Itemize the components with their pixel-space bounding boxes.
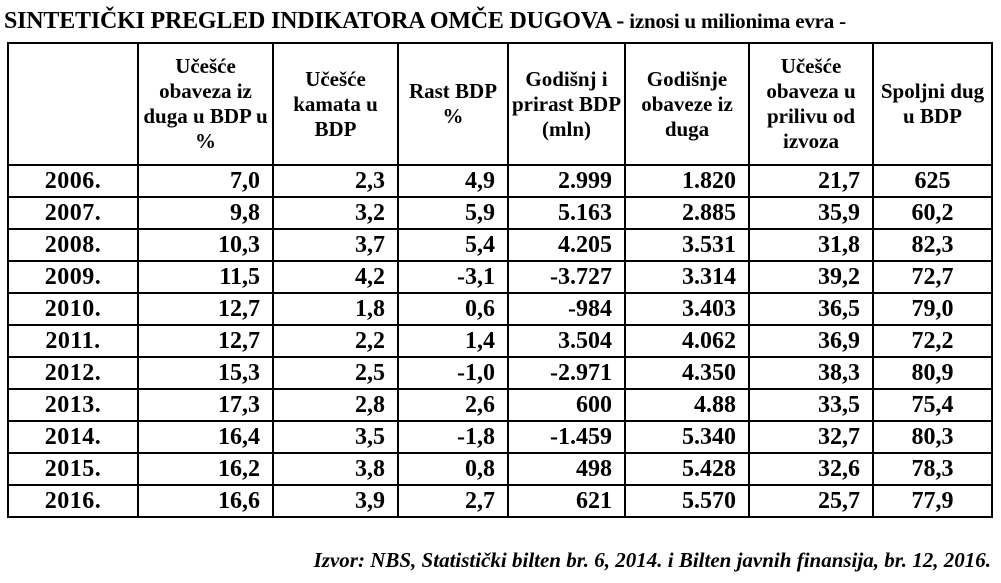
cell-interest-gdp: 2,3 <box>273 165 398 197</box>
cell-gdp-increase: -3.727 <box>508 261 625 293</box>
cell-annual-debt-obligations: 4.350 <box>625 357 749 389</box>
header-debt-obligations-gdp: Učešće obaveza iz duga u BDP u % <box>138 43 273 165</box>
cell-gdp-growth: 2,6 <box>398 389 508 421</box>
header-obligations-export-share: Učešće obaveza u prilivu od izvoza <box>749 43 873 165</box>
cell-gdp-increase: -984 <box>508 293 625 325</box>
table-row <box>8 229 992 261</box>
cell-year: 2010. <box>8 293 138 325</box>
cell-gdp-increase: 498 <box>508 453 625 485</box>
cell-annual-debt-obligations: 5.428 <box>625 453 749 485</box>
table-row <box>8 325 992 357</box>
table-row <box>8 485 992 517</box>
cell-debt-obligations-gdp: 10,3 <box>138 229 273 261</box>
cell-interest-gdp: 2,8 <box>273 389 398 421</box>
table-row <box>8 421 992 453</box>
cell-year: 2014. <box>8 421 138 453</box>
cell-debt-obligations-gdp: 12,7 <box>138 293 273 325</box>
cell-obligations-export-share: 39,2 <box>749 261 873 293</box>
cell-external-debt-gdp: 80,3 <box>873 421 992 453</box>
cell-obligations-export-share: 31,8 <box>749 229 873 261</box>
cell-annual-debt-obligations: 3.531 <box>625 229 749 261</box>
cell-interest-gdp: 2,5 <box>273 357 398 389</box>
cell-gdp-growth: -1,8 <box>398 421 508 453</box>
cell-year: 2007. <box>8 197 138 229</box>
cell-obligations-export-share: 35,9 <box>749 197 873 229</box>
cell-gdp-growth: 1,4 <box>398 325 508 357</box>
cell-obligations-export-share: 25,7 <box>749 485 873 517</box>
title-main: SINTETIČKI PREGLED INDIKATORA OMČE DUGOVA - <box>4 8 625 34</box>
cell-interest-gdp: 3,5 <box>273 421 398 453</box>
cell-external-debt-gdp: 80,9 <box>873 357 992 389</box>
source-note: Izvor: NBS, Statistički bilten br. 6, 2014. i Bilten javnih finansija, br. 12, 2016. <box>313 548 991 572</box>
cell-obligations-export-share: 38,3 <box>749 357 873 389</box>
header-year <box>8 43 138 165</box>
cell-external-debt-gdp: 75,4 <box>873 389 992 421</box>
header-annual-debt-obligations: Godišnje obaveze iz duga <box>625 43 749 165</box>
cell-annual-debt-obligations: 4.88 <box>625 389 749 421</box>
cell-external-debt-gdp: 60,2 <box>873 197 992 229</box>
cell-obligations-export-share: 33,5 <box>749 389 873 421</box>
cell-gdp-growth: 4,9 <box>398 165 508 197</box>
cell-gdp-increase: 2.999 <box>508 165 625 197</box>
cell-year: 2006. <box>8 165 138 197</box>
cell-debt-obligations-gdp: 7,0 <box>138 165 273 197</box>
cell-annual-debt-obligations: 5.340 <box>625 421 749 453</box>
title-subtitle: iznosi u milionima evra - <box>624 9 846 33</box>
cell-annual-debt-obligations: 3.314 <box>625 261 749 293</box>
cell-external-debt-gdp: 77,9 <box>873 485 992 517</box>
cell-interest-gdp: 3,2 <box>273 197 398 229</box>
cell-year: 2016. <box>8 485 138 517</box>
cell-gdp-increase: -2.971 <box>508 357 625 389</box>
table-body <box>8 165 992 517</box>
cell-annual-debt-obligations: 1.820 <box>625 165 749 197</box>
cell-gdp-growth: 5,4 <box>398 229 508 261</box>
cell-gdp-increase: 600 <box>508 389 625 421</box>
cell-gdp-increase: 5.163 <box>508 197 625 229</box>
cell-interest-gdp: 3,8 <box>273 453 398 485</box>
cell-gdp-growth: 2,7 <box>398 485 508 517</box>
table-row <box>8 453 992 485</box>
cell-year: 2009. <box>8 261 138 293</box>
cell-external-debt-gdp: 82,3 <box>873 229 992 261</box>
cell-annual-debt-obligations: 5.570 <box>625 485 749 517</box>
header-interest-gdp: Učešće kamata u BDP <box>273 43 398 165</box>
cell-debt-obligations-gdp: 9,8 <box>138 197 273 229</box>
cell-gdp-growth: -3,1 <box>398 261 508 293</box>
cell-gdp-growth: -1,0 <box>398 357 508 389</box>
cell-obligations-export-share: 36,5 <box>749 293 873 325</box>
cell-year: 2008. <box>8 229 138 261</box>
cell-year: 2012. <box>8 357 138 389</box>
table-row <box>8 357 992 389</box>
cell-gdp-increase: -1.459 <box>508 421 625 453</box>
cell-obligations-export-share: 32,6 <box>749 453 873 485</box>
header-gdp-growth: Rast BDP % <box>398 43 508 165</box>
table-row <box>8 197 992 229</box>
cell-gdp-growth: 0,6 <box>398 293 508 325</box>
table-title <box>4 2 997 40</box>
table-row <box>8 293 992 325</box>
cell-interest-gdp: 2,2 <box>273 325 398 357</box>
cell-debt-obligations-gdp: 16,4 <box>138 421 273 453</box>
cell-debt-obligations-gdp: 17,3 <box>138 389 273 421</box>
cell-year: 2015. <box>8 453 138 485</box>
header-external-debt-gdp: Spoljni dug u BDP <box>873 43 992 165</box>
cell-debt-obligations-gdp: 15,3 <box>138 357 273 389</box>
cell-obligations-export-share: 36,9 <box>749 325 873 357</box>
cell-gdp-increase: 621 <box>508 485 625 517</box>
header-gdp-increase: Godišnj i prirast BDP (mln) <box>508 43 625 165</box>
cell-external-debt-gdp: 79,0 <box>873 293 992 325</box>
cell-external-debt-gdp: 625 <box>873 165 992 197</box>
cell-debt-obligations-gdp: 12,7 <box>138 325 273 357</box>
cell-annual-debt-obligations: 4.062 <box>625 325 749 357</box>
cell-year: 2011. <box>8 325 138 357</box>
cell-annual-debt-obligations: 2.885 <box>625 197 749 229</box>
cell-interest-gdp: 4,2 <box>273 261 398 293</box>
cell-external-debt-gdp: 72,7 <box>873 261 992 293</box>
table-row <box>8 165 992 197</box>
header-row <box>8 43 992 165</box>
cell-gdp-increase: 3.504 <box>508 325 625 357</box>
cell-gdp-increase: 4.205 <box>508 229 625 261</box>
cell-debt-obligations-gdp: 16,6 <box>138 485 273 517</box>
table-row <box>8 261 992 293</box>
debt-indicators-table <box>7 42 993 518</box>
cell-obligations-export-share: 32,7 <box>749 421 873 453</box>
cell-interest-gdp: 1,8 <box>273 293 398 325</box>
cell-external-debt-gdp: 78,3 <box>873 453 992 485</box>
cell-external-debt-gdp: 72,2 <box>873 325 992 357</box>
cell-year: 2013. <box>8 389 138 421</box>
cell-interest-gdp: 3,9 <box>273 485 398 517</box>
cell-obligations-export-share: 21,7 <box>749 165 873 197</box>
cell-annual-debt-obligations: 3.403 <box>625 293 749 325</box>
cell-gdp-growth: 5,9 <box>398 197 508 229</box>
cell-gdp-growth: 0,8 <box>398 453 508 485</box>
cell-debt-obligations-gdp: 16,2 <box>138 453 273 485</box>
table-row <box>8 389 992 421</box>
cell-debt-obligations-gdp: 11,5 <box>138 261 273 293</box>
cell-interest-gdp: 3,7 <box>273 229 398 261</box>
